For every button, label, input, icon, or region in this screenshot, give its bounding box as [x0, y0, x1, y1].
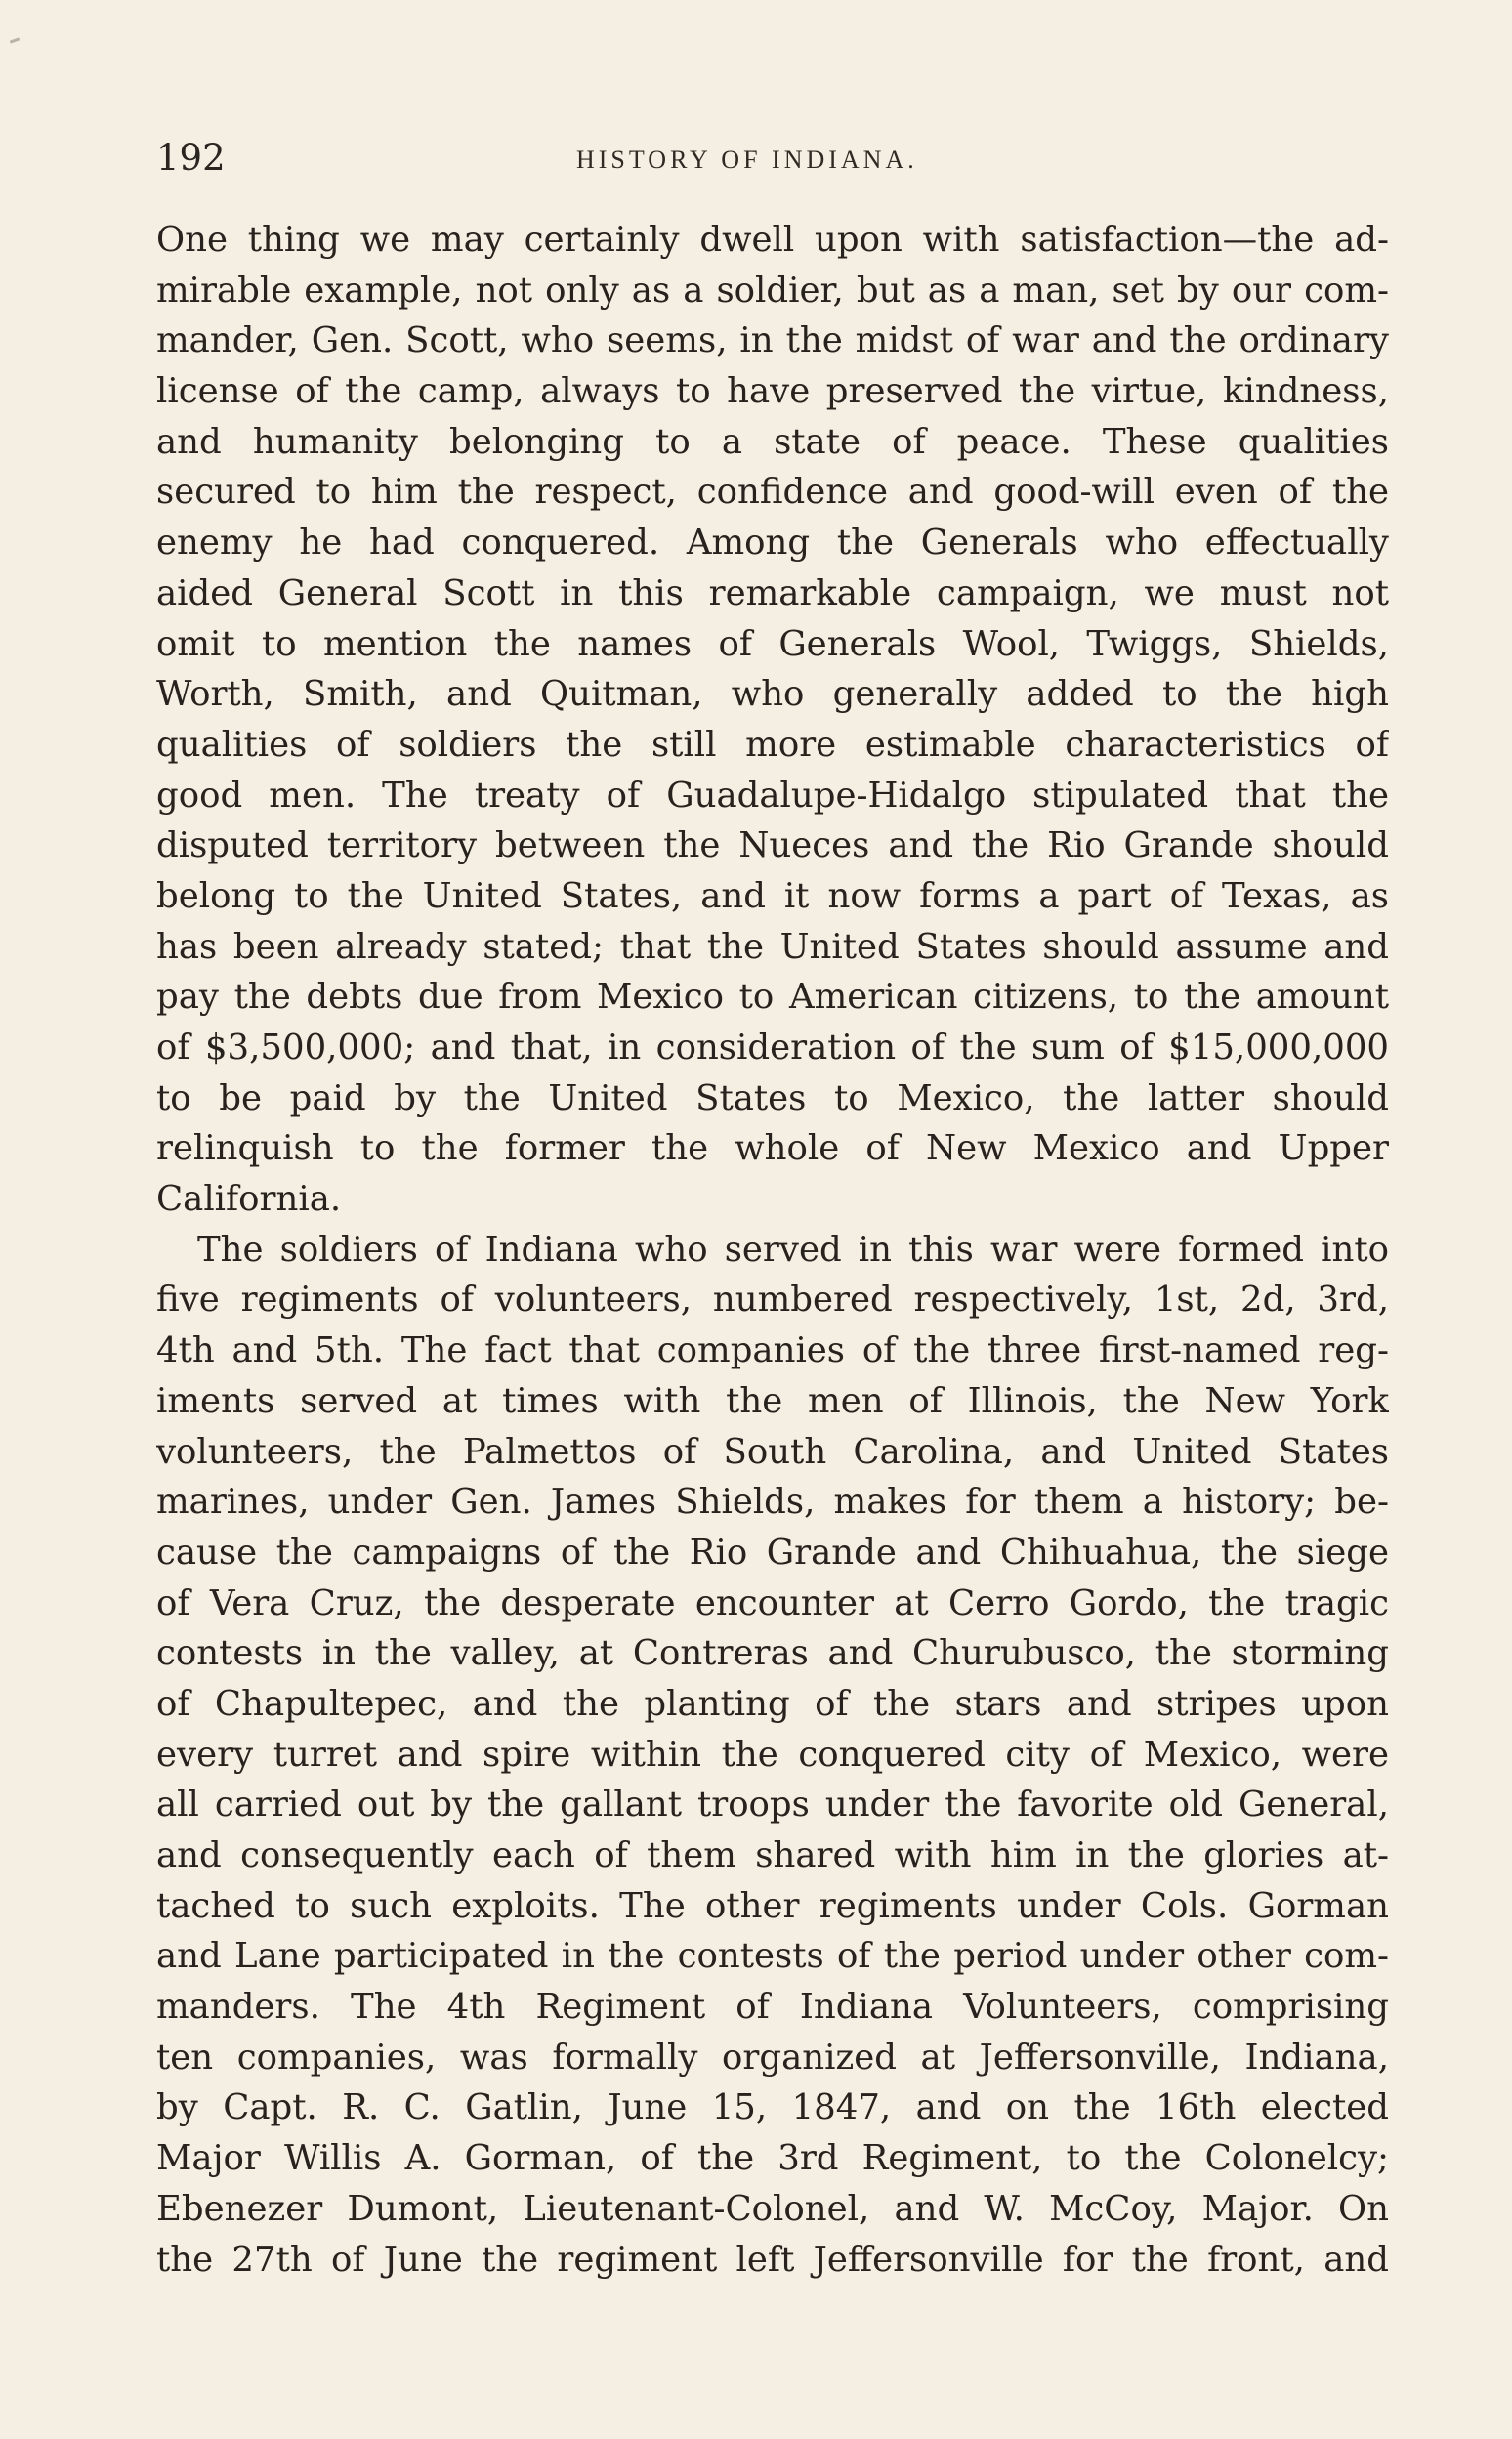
text-line: of Chapultepec, and the planting of the stars and stripes upon: [156, 1683, 1389, 1724]
text-line: to be paid by the United States to Mexico, the latter should: [156, 1077, 1389, 1118]
text-line: mander, Gen. Scott, who seems, in the midst of war and the ordinary: [156, 320, 1389, 361]
paragraph-first-line: The soldiers of Indiana who served in this war were formed into: [197, 1229, 1389, 1270]
text-line: contests in the valley, at Contreras and Churubusco, the storming: [156, 1633, 1389, 1674]
text-line: of $3,500,000; and that, in consideration of the sum of $15,000,000: [156, 1028, 1389, 1068]
text-line: omit to mention the names of Generals Wool, Twiggs, Shields,: [156, 623, 1389, 664]
text-line: pay the debts due from Mexico to American citizens, to the amount: [156, 977, 1389, 1018]
text-line: has been already stated; that the United States should assume and: [156, 926, 1389, 967]
text-line: qualities of soldiers the still more estimable characteristics of: [156, 724, 1389, 765]
text-line: aided General Scott in this remarkable campaign, we must not: [156, 572, 1389, 613]
text-line: the 27th of June the regiment left Jeffersonville for the front, and: [156, 2239, 1389, 2280]
text-line: enemy he had conquered. Among the Generals who effectually: [156, 523, 1389, 564]
text-line: secured to him the respect, confidence and good-will even of the: [156, 472, 1389, 513]
text-line: and consequently each of them shared with him in the glories at-: [156, 1835, 1389, 1875]
text-line: all carried out by the gallant troops under the favorite old General,: [156, 1785, 1389, 1826]
text-line: relinquish to the former the whole of New Mexico and Upper: [156, 1128, 1389, 1169]
text-line: five regiments of volunteers, numbered respectively, 1st, 2d, 3rd,: [156, 1280, 1389, 1321]
text-line: cause the campaigns of the Rio Grande and Chihuahua, the siege: [156, 1532, 1389, 1573]
text-line: marines, under Gen. James Shields, makes for them a history; be-: [156, 1482, 1389, 1523]
text-line: volunteers, the Palmettos of South Carolina, and United States: [156, 1431, 1389, 1472]
text-line: and humanity belonging to a state of peace. These qualities: [156, 421, 1389, 462]
text-line: of Vera Cruz, the desperate encounter at Cerro Gordo, the tragic: [156, 1582, 1389, 1623]
text-line: California.: [156, 1179, 342, 1220]
text-line: good men. The treaty of Guadalupe-Hidalgo stipulated that the: [156, 775, 1389, 816]
paper-mark: [10, 37, 20, 43]
running-head: HISTORY OF INDIANA.: [576, 146, 918, 174]
text-line: Ebenezer Dumont, Lieutenant-Colonel, and W. McCoy, Major. On: [156, 2188, 1389, 2229]
text-line: license of the camp, always to have preserved the virtue, kindness,: [156, 371, 1389, 412]
text-line: by Capt. R. C. Gatlin, June 15, 1847, and on the 16th elected: [156, 2087, 1389, 2128]
text-line: iments served at times with the men of Illinois, the New York: [156, 1380, 1389, 1421]
text-line: ten companies, was formally organized at Jeffersonville, Indiana,: [156, 2037, 1389, 2078]
text-line: One thing we may certainly dwell upon with satisfaction—the ad-: [156, 220, 1389, 260]
text-line: and Lane participated in the contests of the period under other com-: [156, 1936, 1389, 1977]
text-line: manders. The 4th Regiment of Indiana Volunteers, comprising: [156, 1987, 1389, 2028]
text-line: Major Willis A. Gorman, of the 3rd Regiment, to the Colonelcy;: [156, 2138, 1389, 2179]
text-line: mirable example, not only as a soldier, but as a man, set by our com-: [156, 270, 1389, 311]
text-line: tached to such exploits. The other regiments under Cols. Gorman: [156, 1885, 1389, 1926]
text-line: every turret and spire within the conquered city of Mexico, were: [156, 1734, 1389, 1775]
body-text: [156, 215, 1389, 2285]
text-line: Worth, Smith, and Quitman, who generally added to the high: [156, 674, 1389, 715]
text-line: disputed territory between the Nueces and the Rio Grande should: [156, 825, 1389, 866]
text-line: 4th and 5th. The fact that companies of the three first-named reg-: [156, 1330, 1389, 1371]
page-number: 192: [156, 137, 226, 179]
text-line: belong to the United States, and it now forms a part of Texas, as: [156, 875, 1389, 916]
